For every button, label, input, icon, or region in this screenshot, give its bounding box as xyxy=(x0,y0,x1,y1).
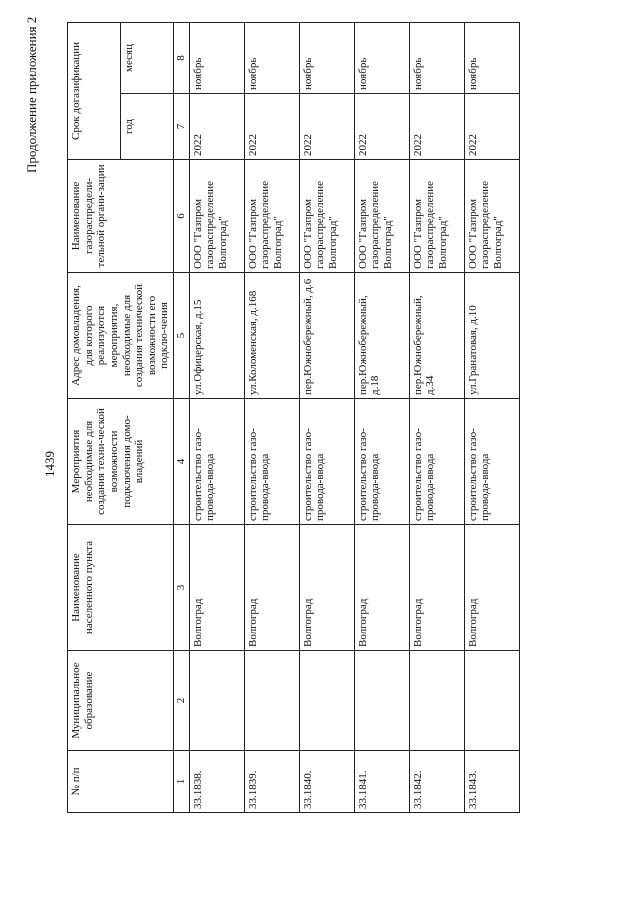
cell-organization: ООО "Газпром газораспределение Волгоград" xyxy=(189,160,244,273)
cell-measure: строительство газо-провода-ввода xyxy=(354,399,409,525)
cell-month: ноябрь xyxy=(354,22,409,93)
column-number: 6 xyxy=(174,160,190,273)
cell-municipality xyxy=(354,651,409,751)
column-number: 7 xyxy=(174,94,190,160)
table-row xyxy=(464,22,519,812)
table-row xyxy=(354,22,409,812)
cell-year: 2022 xyxy=(244,94,299,160)
table-row xyxy=(244,22,299,812)
cell-organization: ООО "Газпром газораспределение Волгоград" xyxy=(464,160,519,273)
cell-month: ноябрь xyxy=(244,22,299,93)
header-term: Срок догазификации xyxy=(68,22,121,159)
continuation-caption: Продолжение приложения 2 xyxy=(24,16,39,173)
table-row xyxy=(189,22,244,812)
header-municipality: Муниципальное образование xyxy=(68,651,174,751)
cell-number: 33.1841. xyxy=(354,751,409,813)
cell-address: пер.Южнобережный, д.6 xyxy=(299,273,354,399)
cell-number: 33.1839. xyxy=(244,751,299,813)
column-number: 3 xyxy=(174,525,190,651)
column-number: 2 xyxy=(174,651,190,751)
table-row xyxy=(409,22,464,812)
cell-year: 2022 xyxy=(299,94,354,160)
cell-organization: ООО "Газпром газораспределение Волгоград" xyxy=(299,160,354,273)
cell-settlement: Волгоград xyxy=(299,525,354,651)
cell-address: пер.Южнобережный, д.34 xyxy=(409,273,464,399)
header-month: месяц xyxy=(121,22,174,93)
header-organization: Наименование газораспредели-тельной органи-зации xyxy=(68,160,174,273)
cell-address: пер.Южнобережный, д.18 xyxy=(354,273,409,399)
header-year: год xyxy=(121,94,174,160)
cell-municipality xyxy=(189,651,244,751)
cell-municipality xyxy=(244,651,299,751)
cell-month: ноябрь xyxy=(189,22,244,93)
header-settlement: Наименование населенного пункта xyxy=(68,525,174,651)
header-row xyxy=(68,22,121,812)
cell-measure: строительство газо-провода-ввода xyxy=(464,399,519,525)
cell-settlement: Волгоград xyxy=(189,525,244,651)
cell-settlement: Волгоград xyxy=(409,525,464,651)
cell-municipality xyxy=(409,651,464,751)
cell-address: ул.Офицерская, д.15 xyxy=(189,273,244,399)
cell-number: 33.1838. xyxy=(189,751,244,813)
cell-month: ноябрь xyxy=(299,22,354,93)
column-number: 4 xyxy=(174,399,190,525)
cell-measure: строительство газо-провода-ввода xyxy=(189,399,244,525)
cell-year: 2022 xyxy=(189,94,244,160)
cell-organization: ООО "Газпром газораспределение Волгоград" xyxy=(244,160,299,273)
page-number: 1439 xyxy=(42,451,57,477)
cell-year: 2022 xyxy=(464,94,519,160)
cell-measure: строительство газо-провода-ввода xyxy=(244,399,299,525)
cell-year: 2022 xyxy=(354,94,409,160)
table-row xyxy=(299,22,354,812)
column-number: 5 xyxy=(174,273,190,399)
header-measures: Мероприятия необходимые для создания техни-ческой возможности подключения домо-владений xyxy=(68,399,174,525)
header-address: Адрес домовладения, для которого реализуются мероприятия, необходимые для создания технической возможности его подклю-чения xyxy=(68,273,174,399)
gasification-table xyxy=(67,22,520,813)
cell-month: ноябрь xyxy=(409,22,464,93)
cell-municipality xyxy=(464,651,519,751)
cell-month: ноябрь xyxy=(464,22,519,93)
cell-measure: строительство газо-провода-ввода xyxy=(299,399,354,525)
column-number: 1 xyxy=(174,751,190,813)
cell-settlement: Волгоград xyxy=(354,525,409,651)
cell-number: 33.1843. xyxy=(464,751,519,813)
cell-measure: строительство газо-провода-ввода xyxy=(409,399,464,525)
column-number-row xyxy=(174,22,190,812)
cell-settlement: Волгоград xyxy=(464,525,519,651)
header-number: № п/п xyxy=(68,751,174,813)
cell-organization: ООО "Газпром газораспределение Волгоград" xyxy=(409,160,464,273)
cell-address: ул.Гранатовая, д.10 xyxy=(464,273,519,399)
cell-organization: ООО "Газпром газораспределение Волгоград" xyxy=(354,160,409,273)
cell-municipality xyxy=(299,651,354,751)
cell-settlement: Волгоград xyxy=(244,525,299,651)
cell-address: ул.Коломенская, д.168 xyxy=(244,273,299,399)
cell-number: 33.1840. xyxy=(299,751,354,813)
cell-year: 2022 xyxy=(409,94,464,160)
column-number: 8 xyxy=(174,22,190,93)
cell-number: 33.1842. xyxy=(409,751,464,813)
